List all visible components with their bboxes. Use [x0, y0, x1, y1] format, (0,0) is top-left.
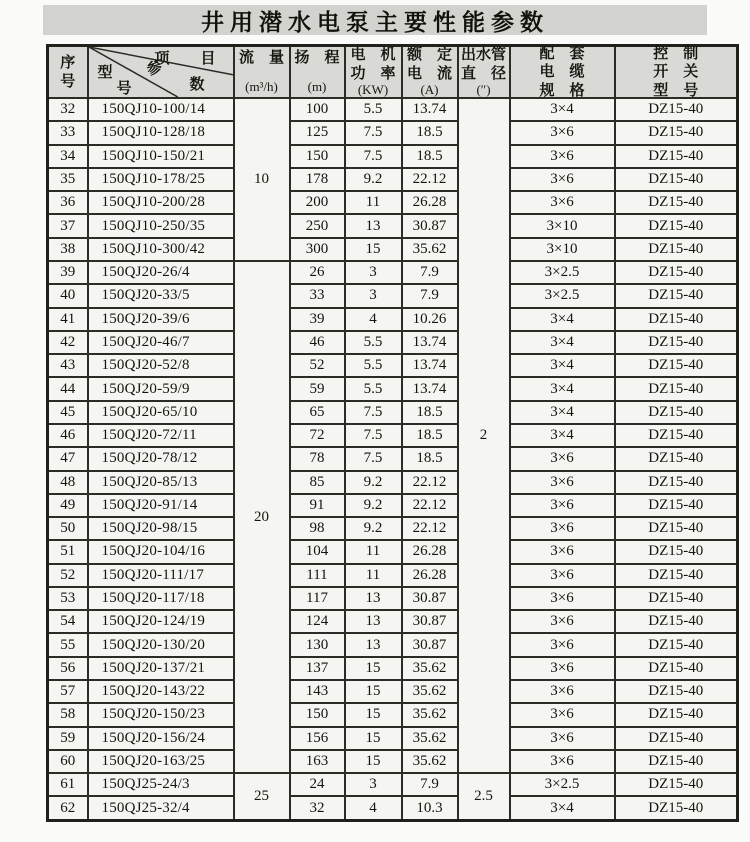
- cell-head: 150: [290, 703, 345, 726]
- cell-model: 150QJ10-178/25: [88, 168, 234, 191]
- cell-seq-no: 35: [48, 168, 88, 191]
- cell-control-switch: DZ15-40: [615, 564, 738, 587]
- cell-model: 150QJ20-59/9: [88, 377, 234, 400]
- header-cable-spec-line1: 配 套: [539, 45, 585, 63]
- cell-head: 117: [290, 587, 345, 610]
- cell-cable-spec: 3×6: [510, 540, 615, 563]
- cell-current: 22.12: [402, 517, 458, 540]
- cell-power: 13: [345, 587, 402, 610]
- cell-control-switch: DZ15-40: [615, 401, 738, 424]
- cell-head: 24: [290, 773, 345, 796]
- cell-seq-no: 46: [48, 424, 88, 447]
- table-row: [48, 424, 738, 447]
- cell-seq-no: 33: [48, 121, 88, 144]
- cell-power: 5.5: [345, 377, 402, 400]
- cell-power: 7.5: [345, 145, 402, 168]
- cell-power: 13: [345, 633, 402, 656]
- cell-control-switch: DZ15-40: [615, 517, 738, 540]
- cell-model: 150QJ10-200/28: [88, 191, 234, 214]
- cell-current: 10.26: [402, 308, 458, 331]
- cell-diameter-merged: 2.5: [458, 773, 510, 820]
- cell-head: 59: [290, 377, 345, 400]
- cell-seq-no: 34: [48, 145, 88, 168]
- header-head-unit: (m): [307, 79, 327, 95]
- cell-current: 30.87: [402, 610, 458, 633]
- cell-control-switch: DZ15-40: [615, 587, 738, 610]
- cell-cable-spec: 3×6: [510, 191, 615, 214]
- cell-cable-spec: 3×4: [510, 424, 615, 447]
- cell-control-switch: DZ15-40: [615, 633, 738, 656]
- cell-diameter-merged: 2: [458, 98, 510, 773]
- cell-seq-no: 57: [48, 680, 88, 703]
- cell-cable-spec: 3×2.5: [510, 284, 615, 307]
- cell-model: 150QJ25-24/3: [88, 773, 234, 796]
- cell-current: 13.74: [402, 377, 458, 400]
- table-row: [48, 587, 738, 610]
- cell-seq-no: 53: [48, 587, 88, 610]
- cell-power: 5.5: [345, 354, 402, 377]
- cell-model: 150QJ20-85/13: [88, 471, 234, 494]
- cell-seq-no: 40: [48, 284, 88, 307]
- cell-head: 163: [290, 750, 345, 773]
- cell-control-switch: DZ15-40: [615, 680, 738, 703]
- cell-cable-spec: 3×10: [510, 214, 615, 237]
- cell-power: 4: [345, 796, 402, 820]
- cell-head: 52: [290, 354, 345, 377]
- table-row: [48, 657, 738, 680]
- cell-current: 7.9: [402, 284, 458, 307]
- cell-power: 7.5: [345, 447, 402, 470]
- cell-power: 3: [345, 773, 402, 796]
- cell-flow-merged: 20: [234, 261, 290, 773]
- cell-control-switch: DZ15-40: [615, 540, 738, 563]
- cell-power: 4: [345, 308, 402, 331]
- cell-power: 15: [345, 750, 402, 773]
- cell-model: 150QJ20-163/25: [88, 750, 234, 773]
- cell-seq-no: 32: [48, 98, 88, 121]
- header-motor-power-line1: 电 机: [350, 46, 396, 64]
- table-row: [48, 377, 738, 400]
- diagonal-label-model1: 型: [97, 64, 113, 81]
- cell-cable-spec: 3×4: [510, 377, 615, 400]
- cell-head: 125: [290, 121, 345, 144]
- cell-head: 200: [290, 191, 345, 214]
- table-row: [48, 633, 738, 656]
- cell-model: 150QJ20-65/10: [88, 401, 234, 424]
- cell-seq-no: 54: [48, 610, 88, 633]
- cell-current: 18.5: [402, 145, 458, 168]
- cell-power: 5.5: [345, 98, 402, 121]
- cell-current: 18.5: [402, 121, 458, 144]
- cell-control-switch: DZ15-40: [615, 471, 738, 494]
- cell-model: 150QJ10-150/21: [88, 145, 234, 168]
- table-row: [48, 447, 738, 470]
- cell-power: 9.2: [345, 517, 402, 540]
- cell-model: 150QJ10-300/42: [88, 238, 234, 261]
- cell-head: 137: [290, 657, 345, 680]
- cell-cable-spec: 3×6: [510, 657, 615, 680]
- cell-head: 111: [290, 564, 345, 587]
- cell-model: 150QJ20-26/4: [88, 261, 234, 284]
- cell-cable-spec: 3×6: [510, 680, 615, 703]
- cell-control-switch: DZ15-40: [615, 657, 738, 680]
- cell-cable-spec: 3×4: [510, 308, 615, 331]
- cell-control-switch: DZ15-40: [615, 145, 738, 168]
- table-row: [48, 308, 738, 331]
- cell-model: 150QJ20-98/15: [88, 517, 234, 540]
- cell-current: 26.28: [402, 540, 458, 563]
- header-motor-power: [345, 46, 402, 99]
- cell-cable-spec: 3×6: [510, 145, 615, 168]
- cell-model: 150QJ20-52/8: [88, 354, 234, 377]
- header-flow-label: 流 量: [238, 49, 284, 66]
- cell-power: 9.2: [345, 168, 402, 191]
- cell-power: 15: [345, 727, 402, 750]
- cell-current: 18.5: [402, 424, 458, 447]
- cell-power: 15: [345, 680, 402, 703]
- cell-seq-no: 47: [48, 447, 88, 470]
- diagonal-label-model2: 号: [116, 80, 132, 97]
- cell-seq-no: 41: [48, 308, 88, 331]
- cell-current: 22.12: [402, 494, 458, 517]
- cell-model: 150QJ20-111/17: [88, 564, 234, 587]
- cell-head: 72: [290, 424, 345, 447]
- cell-model: 150QJ10-250/35: [88, 214, 234, 237]
- cell-model: 150QJ20-117/18: [88, 587, 234, 610]
- cell-cable-spec: 3×6: [510, 750, 615, 773]
- cell-control-switch: DZ15-40: [615, 121, 738, 144]
- cell-cable-spec: 3×6: [510, 587, 615, 610]
- header-model-diagonal: [88, 46, 234, 99]
- cell-control-switch: DZ15-40: [615, 703, 738, 726]
- cell-head: 46: [290, 331, 345, 354]
- cell-model: 150QJ20-39/6: [88, 308, 234, 331]
- cell-current: 26.28: [402, 191, 458, 214]
- cell-control-switch: DZ15-40: [615, 750, 738, 773]
- cell-cable-spec: 3×6: [510, 517, 615, 540]
- table-row: [48, 214, 738, 237]
- cell-seq-no: 55: [48, 633, 88, 656]
- table-row: [48, 191, 738, 214]
- cell-control-switch: DZ15-40: [615, 773, 738, 796]
- cell-head: 33: [290, 284, 345, 307]
- header-seq-no-line2: 号: [60, 72, 76, 90]
- cell-power: 7.5: [345, 121, 402, 144]
- table-row: [48, 121, 738, 144]
- header-control-switch: [615, 46, 738, 99]
- cell-seq-no: 59: [48, 727, 88, 750]
- cell-control-switch: DZ15-40: [615, 796, 738, 820]
- table-header: [48, 46, 738, 99]
- table-row: [48, 773, 738, 796]
- cell-seq-no: 37: [48, 214, 88, 237]
- cell-model: 150QJ20-150/23: [88, 703, 234, 726]
- cell-power: 15: [345, 238, 402, 261]
- table-row: [48, 331, 738, 354]
- cell-head: 98: [290, 517, 345, 540]
- diagonal-label-param1: 参: [144, 58, 164, 79]
- cell-power: 9.2: [345, 494, 402, 517]
- cell-control-switch: DZ15-40: [615, 98, 738, 121]
- cell-control-switch: DZ15-40: [615, 727, 738, 750]
- cell-seq-no: 42: [48, 331, 88, 354]
- header-cable-spec-line2: 电 缆: [539, 63, 585, 81]
- cell-cable-spec: 3×6: [510, 727, 615, 750]
- cell-head: 150: [290, 145, 345, 168]
- cell-seq-no: 52: [48, 564, 88, 587]
- header-outlet-diameter-line1: 出水管: [460, 46, 506, 64]
- cell-power: 3: [345, 284, 402, 307]
- table-row: [48, 703, 738, 726]
- cell-cable-spec: 3×6: [510, 610, 615, 633]
- cell-control-switch: DZ15-40: [615, 191, 738, 214]
- cell-current: 35.62: [402, 657, 458, 680]
- cell-head: 65: [290, 401, 345, 424]
- cell-seq-no: 36: [48, 191, 88, 214]
- cell-model: 150QJ20-104/16: [88, 540, 234, 563]
- cell-control-switch: DZ15-40: [615, 308, 738, 331]
- cell-model: 150QJ20-78/12: [88, 447, 234, 470]
- cell-seq-no: 56: [48, 657, 88, 680]
- cell-current: 30.87: [402, 587, 458, 610]
- cell-head: 130: [290, 633, 345, 656]
- table-row: [48, 680, 738, 703]
- cell-power: 13: [345, 610, 402, 633]
- cell-head: 143: [290, 680, 345, 703]
- cell-cable-spec: 3×6: [510, 494, 615, 517]
- header-cable-spec: [510, 46, 615, 99]
- cell-head: 100: [290, 98, 345, 121]
- cell-head: 250: [290, 214, 345, 237]
- cell-seq-no: 61: [48, 773, 88, 796]
- header-outlet-diameter-unit: (″): [476, 81, 491, 97]
- header-row: [48, 46, 738, 99]
- diagonal-label-param2: 数: [189, 76, 205, 93]
- cell-control-switch: DZ15-40: [615, 424, 738, 447]
- cell-model: 150QJ10-128/18: [88, 121, 234, 144]
- cell-model: 150QJ20-72/11: [88, 424, 234, 447]
- cell-cable-spec: 3×4: [510, 796, 615, 820]
- cell-cable-spec: 3×6: [510, 703, 615, 726]
- table-row: [48, 564, 738, 587]
- cell-power: 13: [345, 214, 402, 237]
- header-flow-unit: (m³/h): [245, 79, 278, 95]
- cell-power: 9.2: [345, 471, 402, 494]
- header-motor-power-unit: (KW): [357, 81, 389, 97]
- cell-cable-spec: 3×4: [510, 331, 615, 354]
- cell-power: 11: [345, 564, 402, 587]
- table-row: [48, 471, 738, 494]
- cell-control-switch: DZ15-40: [615, 214, 738, 237]
- table-body: [48, 98, 738, 821]
- header-seq-no-line1: 序: [60, 54, 76, 72]
- cell-head: 156: [290, 727, 345, 750]
- cell-head: 32: [290, 796, 345, 820]
- header-control-switch-line1: 控 制: [653, 45, 699, 63]
- cell-current: 18.5: [402, 447, 458, 470]
- cell-seq-no: 58: [48, 703, 88, 726]
- table-row: [48, 796, 738, 820]
- header-control-switch-line2: 开 关: [653, 63, 699, 81]
- cell-current: 35.62: [402, 238, 458, 261]
- cell-model: 150QJ20-143/22: [88, 680, 234, 703]
- table-row: [48, 540, 738, 563]
- cell-head: 104: [290, 540, 345, 563]
- cell-control-switch: DZ15-40: [615, 354, 738, 377]
- table-row: [48, 238, 738, 261]
- cell-current: 7.9: [402, 773, 458, 796]
- table-row: [48, 517, 738, 540]
- cell-current: 22.12: [402, 471, 458, 494]
- cell-model: 150QJ20-91/14: [88, 494, 234, 517]
- table-row: [48, 284, 738, 307]
- header-rated-current: [402, 46, 458, 99]
- cell-seq-no: 62: [48, 796, 88, 820]
- header-control-switch-line3: 型 号: [653, 81, 699, 99]
- cell-cable-spec: 3×6: [510, 447, 615, 470]
- table-row: [48, 354, 738, 377]
- cell-current: 18.5: [402, 401, 458, 424]
- cell-head: 91: [290, 494, 345, 517]
- cell-current: 13.74: [402, 98, 458, 121]
- cell-model: 150QJ20-124/19: [88, 610, 234, 633]
- table-row: [48, 261, 738, 284]
- table-row: [48, 494, 738, 517]
- header-head-label: 扬 程: [294, 49, 340, 66]
- header-seq-no: [48, 46, 88, 99]
- cell-seq-no: 50: [48, 517, 88, 540]
- table-row: [48, 98, 738, 121]
- cell-current: 35.62: [402, 703, 458, 726]
- cell-seq-no: 38: [48, 238, 88, 261]
- pump-parameters-table: [46, 44, 739, 822]
- header-rated-current-unit: (A): [420, 81, 439, 97]
- cell-cable-spec: 3×4: [510, 354, 615, 377]
- cell-power: 7.5: [345, 401, 402, 424]
- cell-current: 13.74: [402, 354, 458, 377]
- cell-power: 15: [345, 657, 402, 680]
- cell-head: 124: [290, 610, 345, 633]
- cell-cable-spec: 3×4: [510, 98, 615, 121]
- cell-control-switch: DZ15-40: [615, 494, 738, 517]
- header-cable-spec-line3: 规 格: [539, 81, 585, 99]
- header-head: [290, 46, 345, 99]
- cell-seq-no: 51: [48, 540, 88, 563]
- cell-power: 7.5: [345, 424, 402, 447]
- cell-head: 26: [290, 261, 345, 284]
- header-outlet-diameter: [458, 46, 510, 99]
- cell-current: 35.62: [402, 750, 458, 773]
- cell-power: 3: [345, 261, 402, 284]
- cell-model: 150QJ20-130/20: [88, 633, 234, 656]
- cell-cable-spec: 3×6: [510, 564, 615, 587]
- cell-control-switch: DZ15-40: [615, 284, 738, 307]
- cell-seq-no: 49: [48, 494, 88, 517]
- cell-current: 30.87: [402, 214, 458, 237]
- cell-model: 150QJ25-32/4: [88, 796, 234, 820]
- cell-current: 35.62: [402, 727, 458, 750]
- cell-head: 39: [290, 308, 345, 331]
- cell-cable-spec: 3×2.5: [510, 773, 615, 796]
- table-row: [48, 610, 738, 633]
- cell-control-switch: DZ15-40: [615, 447, 738, 470]
- cell-control-switch: DZ15-40: [615, 377, 738, 400]
- cell-cable-spec: 3×10: [510, 238, 615, 261]
- cell-head: 85: [290, 471, 345, 494]
- cell-head: 178: [290, 168, 345, 191]
- cell-cable-spec: 3×6: [510, 471, 615, 494]
- diagonal-label-item: 项 目: [154, 50, 224, 67]
- cell-current: 30.87: [402, 633, 458, 656]
- cell-cable-spec: 3×6: [510, 633, 615, 656]
- cell-current: 35.62: [402, 680, 458, 703]
- cell-control-switch: DZ15-40: [615, 238, 738, 261]
- cell-model: 150QJ20-137/21: [88, 657, 234, 680]
- header-motor-power-line2: 功 率: [350, 64, 396, 82]
- cell-model: 150QJ10-100/14: [88, 98, 234, 121]
- cell-seq-no: 60: [48, 750, 88, 773]
- cell-current: 26.28: [402, 564, 458, 587]
- cell-cable-spec: 3×2.5: [510, 261, 615, 284]
- cell-power: 11: [345, 191, 402, 214]
- cell-model: 150QJ20-156/24: [88, 727, 234, 750]
- cell-seq-no: 44: [48, 377, 88, 400]
- cell-control-switch: DZ15-40: [615, 331, 738, 354]
- cell-control-switch: DZ15-40: [615, 168, 738, 191]
- cell-flow-merged: 25: [234, 773, 290, 820]
- cell-seq-no: 39: [48, 261, 88, 284]
- header-flow: [234, 46, 290, 99]
- cell-current: 13.74: [402, 331, 458, 354]
- cell-power: 11: [345, 540, 402, 563]
- cell-current: 22.12: [402, 168, 458, 191]
- cell-seq-no: 48: [48, 471, 88, 494]
- cell-seq-no: 45: [48, 401, 88, 424]
- cell-power: 5.5: [345, 331, 402, 354]
- table-row: [48, 727, 738, 750]
- header-rated-current-line2: 电 流: [406, 64, 452, 82]
- header-rated-current-line1: 额 定: [406, 46, 452, 64]
- cell-head: 300: [290, 238, 345, 261]
- cell-model: 150QJ20-46/7: [88, 331, 234, 354]
- cell-cable-spec: 3×6: [510, 168, 615, 191]
- cell-cable-spec: 3×4: [510, 401, 615, 424]
- table-row: [48, 401, 738, 424]
- page-title: 井用潜水电泵主要性能参数: [43, 5, 707, 35]
- cell-cable-spec: 3×6: [510, 121, 615, 144]
- cell-control-switch: DZ15-40: [615, 610, 738, 633]
- table-row: [48, 168, 738, 191]
- header-outlet-diameter-line2: 直 径: [460, 64, 506, 82]
- cell-flow-merged: 10: [234, 98, 290, 261]
- table-row: [48, 145, 738, 168]
- cell-head: 78: [290, 447, 345, 470]
- cell-model: 150QJ20-33/5: [88, 284, 234, 307]
- cell-seq-no: 43: [48, 354, 88, 377]
- cell-current: 10.3: [402, 796, 458, 820]
- table-row: [48, 750, 738, 773]
- cell-power: 15: [345, 703, 402, 726]
- cell-current: 7.9: [402, 261, 458, 284]
- cell-control-switch: DZ15-40: [615, 261, 738, 284]
